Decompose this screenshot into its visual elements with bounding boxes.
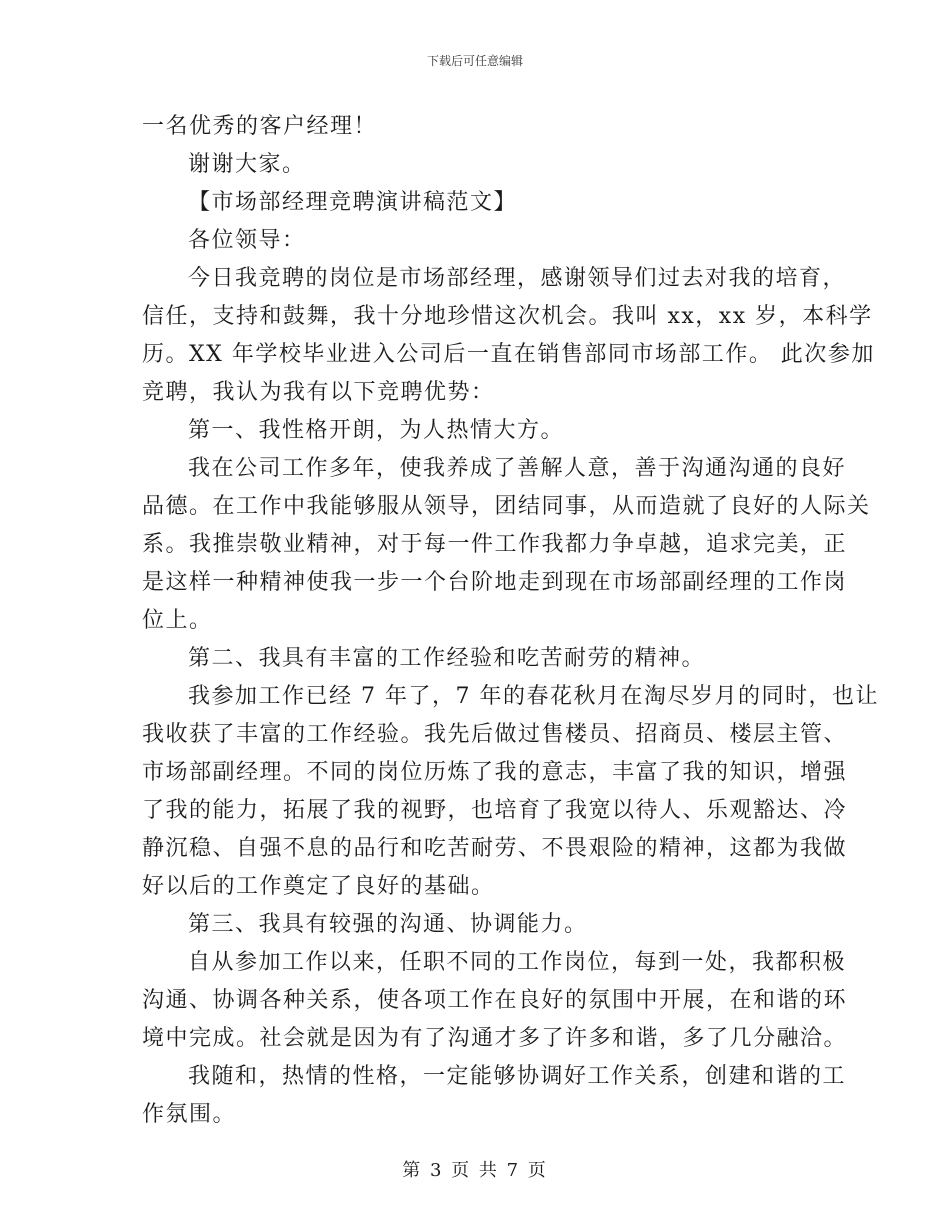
page-footer-number: 第 3 页 共 7 页 (402, 1160, 548, 1181)
text-line: 第一、我性格开朗，为人热情大方。 (188, 418, 565, 443)
text-line: 品德。在工作中我能够服从领导，团结同事，从而造就了良好的人际关 (142, 494, 871, 519)
text-line: 第二、我具有丰富的工作经验和吃苦耐劳的精神。 (188, 646, 706, 671)
text-line: 系。我推崇敬业精神，对于每一件工作我都力争卓越，追求完美，正 (142, 532, 848, 557)
text-line: 今日我竞聘的岗位是市场部经理，感谢领导们过去对我的培育， (188, 266, 847, 291)
text-line: 信任，支持和鼓舞，我十分地珍惜这次机会。我叫 xx，xx 岁，本科学 (142, 304, 873, 329)
text-line: 历。XX 年学校毕业进入公司后一直在销售部同市场部工作。 此次参加 (142, 342, 875, 367)
page-header-note: 下载后可任意编辑 (426, 54, 523, 68)
text-line: 位上。 (142, 608, 213, 633)
text-line: 一名优秀的客户经理！ (142, 114, 378, 139)
text-line: 我随和，热情的性格，一定能够协调好工作关系，创建和谐的工 (188, 1064, 847, 1089)
text-line: 谢谢大家。 (188, 152, 306, 177)
document-body (142, 108, 879, 1134)
text-line: 境中完成。社会就是因为有了沟通才多了许多和谐，多了几分融洽。 (142, 1026, 848, 1051)
text-line: 我收获了丰富的工作经验。我先后做过售楼员、招商员、楼层主管、 (142, 722, 848, 747)
text-line: 了我的能力，拓展了我的视野，也培育了我宽以待人、乐观豁达、冷 (142, 798, 848, 823)
text-line: 好以后的工作奠定了良好的基础。 (142, 874, 495, 899)
text-line: 竞聘，我认为我有以下竞聘优势： (142, 380, 495, 405)
text-line: 我在公司工作多年，使我养成了善解人意，善于沟通沟通的良好 (188, 456, 847, 481)
text-line: 各位领导： (188, 228, 306, 253)
text-line: 【市场部经理竞聘演讲稿范文】 (188, 190, 518, 215)
text-line: 作氛围。 (142, 1102, 237, 1127)
text-line: 我参加工作已经 7 年了，7 年的春花秋月在淘尽岁月的同时，也让 (188, 684, 879, 709)
text-line: 沟通、协调各种关系，使各项工作在良好的氛围中开展，在和谐的环 (142, 988, 848, 1013)
text-line: 是这样一种精神使我一步一个台阶地走到现在市场部副经理的工作岗 (142, 570, 848, 595)
text-line: 第三、我具有较强的沟通、协调能力。 (188, 912, 588, 937)
text-line: 市场部副经理。不同的岗位历炼了我的意志，丰富了我的知识，增强 (142, 760, 848, 785)
text-line: 静沉稳、自强不息的品行和吃苦耐劳、不畏艰险的精神，这都为我做 (142, 836, 848, 861)
text-line: 自从参加工作以来，任职不同的工作岗位，每到一处，我都积极 (188, 950, 847, 975)
